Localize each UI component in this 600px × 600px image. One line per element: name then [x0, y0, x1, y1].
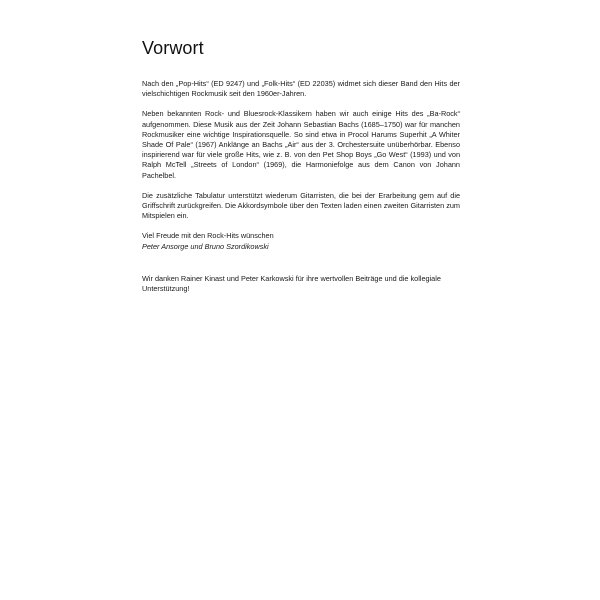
paragraph-intro: Nach den „Pop-Hits“ (ED 9247) und „Folk-Hits“ (ED 22035) widmet sich dieser Band den Hits der vielschichtigen Rockmusik seit den 1960er-Jahren. [142, 79, 460, 99]
page-content [142, 38, 460, 304]
paragraph-tablature: Die zusätzliche Tabulatur unterstützt wiederum Gitarristen, die bei der Erarbeitung gern auf die Griffschrift zurückgreifen. Die Akkordsymbole über den Texten laden einen zweiten Gitarristen zum Mitspielen ein. [142, 190, 460, 221]
closing-line: Viel Freude mit den Rock-Hits wünschen [142, 231, 274, 241]
acknowledgement: Wir danken Rainer Kinast und Peter Karkowski für ihre wertvollen Beiträge und die kollegiale Unterstützung! [142, 273, 441, 294]
author-signature: Peter Ansorge und Bruno Szordikowski [142, 241, 269, 251]
paragraph-ba-rock: Neben bekannten Rock- und Bluesrock-Klassikern haben wir auch einige Hits des „Ba-Rock“ aufgenommen. Diese Musik aus der Zeit Johann Sebastian Bachs (1685–1750) war für manchen Rockmusiker eine wichtige Inspirationsquelle. So sind etwa in Procol Harums Superhit „A Whiter Shade Of Pale“ (1967) Anklänge an Bachs „Air“ aus der 3. Orchestersuite unüberhörbar. Ebenso inspirierend war für viele große Hits, wie z. B. von den Pet Shop Boys „Go West“ (1993) und von Ralph McTell „Streets of London“ (1969), die Harmoniefolge aus dem Canon von Johann Pachelbel. [142, 109, 460, 180]
page-title: Vorwort [142, 38, 204, 58]
